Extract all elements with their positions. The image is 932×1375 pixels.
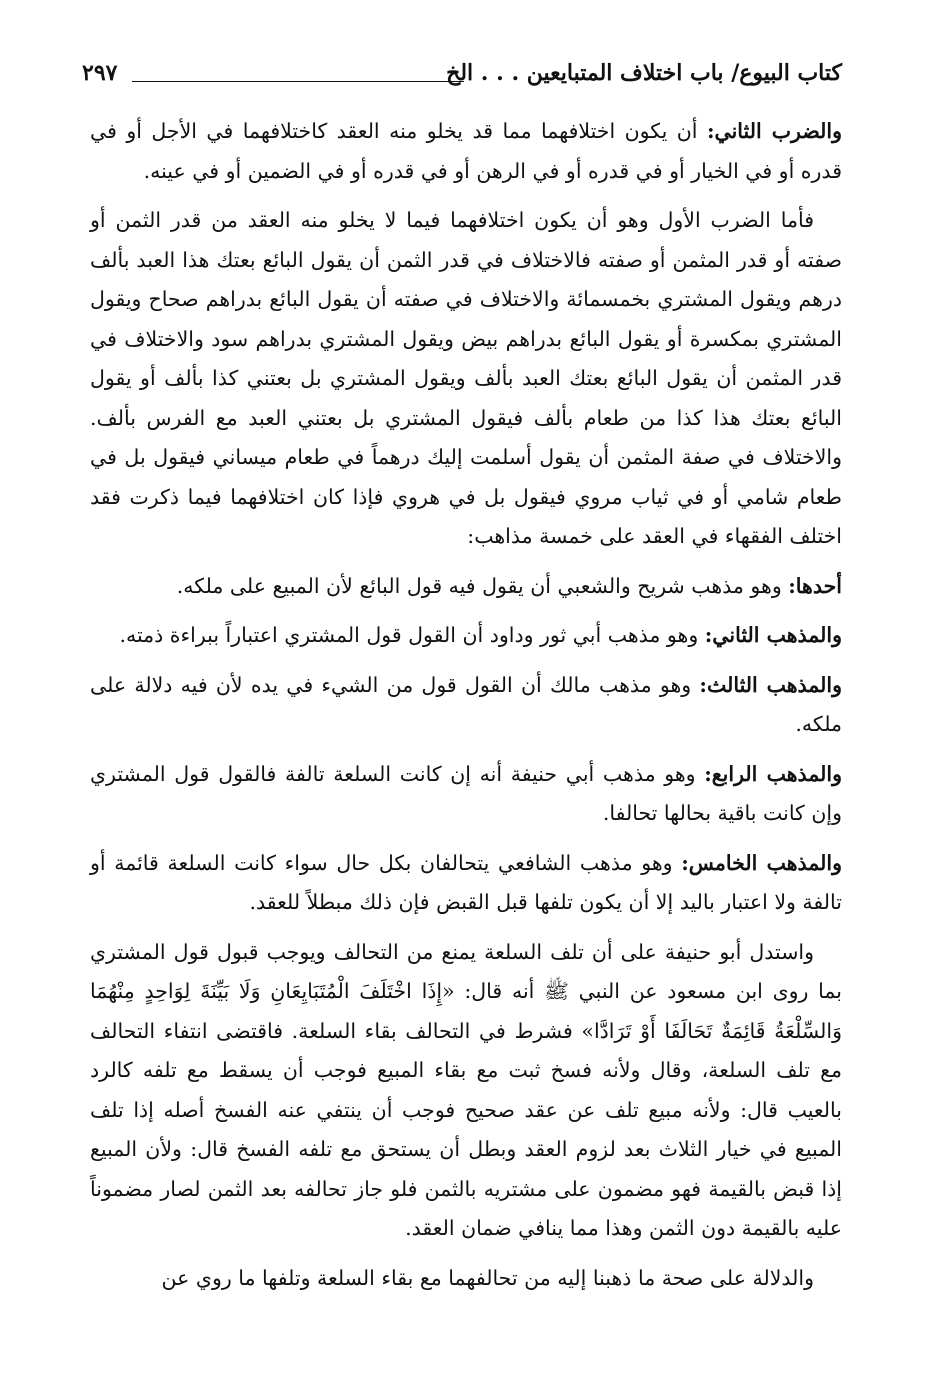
paragraph — [90, 1259, 842, 1299]
paragraph — [90, 933, 842, 1249]
body-text — [90, 112, 842, 1308]
paragraph — [90, 755, 842, 834]
paragraph-body: فأما الضرب الأول وهو أن يكون اختلافهما فيما لا يخلو منه العقد من قدر الثمن أو صفته أو قدر المثمن أو صفته فالاختلاف في قدر الثمن أن يقول البائع بعتك هذا العبد بألف درهم ويقول المشتري بخمسمائة والاختلاف في صفته أن يقول البائع بدراهم صحاح ويقول المشتري بمكسرة أو يقول البائع بدراهم بيض ويقول المشتري بدراهم سود والاختلاف في قدر المثمن أن يقول البائع بعتك العبد بألف ويقول المشتري بل بعتني كذا بألف أو يقول البائع بعتك هذا كذا من طعام بألف فيقول المشتري بل بعتني العبد مع الفرس بألف. والاختلاف في صفة المثمن أن يقول أسلمت إليك درهماً في طعام ميساني فيقول بل في طعام شامي أو في ثياب مروي فيقول بل في هروي فإذا كان اختلافهما فيما ذكرت فقد اختلف الفقهاء في العقد على خمسة مذاهب: — [90, 208, 842, 548]
paragraph — [90, 666, 842, 745]
paragraph-body: وهو مذهب مالك أن القول قول من الشيء في يده لأن فيه دلالة على ملكه. — [90, 672, 842, 736]
paragraph — [90, 112, 842, 191]
paragraph-body: واستدل أبو حنيفة على أن تلف السلعة يمنع من التحالف ويوجب قبول قول المشتري بما روى ابن مسعود عن النبي ﷺ أنه قال: «إِذَا اخْتَلَفَ الْمُتَبَايِعَانِ وَلَا بَيِّنَةَ لِوَاحِدٍ مِنْهُمَا وَالسِّلْعَةُ قَائِمَةٌ تَحَالَفَا أَوْ تَرَادَّا» فشرط في التحالف بقاء السلعة. فاقتضى انتفاء التحالف مع تلف السلعة، وقال ولأنه فسخ ثبت مع بقاء المبيع فوجب أن يسقط مع تلفه كالرد بالعيب قال: ولأنه مبيع تلف عن عقد صحيح فوجب أن ينتفي عنه الفسخ أصله إذا تلف المبيع في خيار الثلاث بعد لزوم العقد وبطل أن يستحق مع تلفه الفسخ قال: ولأن المبيع إذا قبض بالقيمة فهو مضمون على مشتريه بالثمن فلو جاز تحالفه بعد الثمن لصار مضموناً عليه بالقيمة دون الثمن وهذا مما ينافي ضمان العقد. — [90, 939, 842, 1240]
header-rule — [132, 81, 464, 82]
paragraph-lead: والمذهب الخامس: — [681, 850, 843, 875]
paragraph — [90, 844, 842, 923]
paragraph-body: وهو مذهب شريح والشعبي أن يقول فيه قول البائع لأن المبيع على ملكه. — [176, 573, 789, 598]
paragraph-body: أن يكون اختلافهما مما قد يخلو منه العقد كاختلافهما في الأجل أو في قدره أو في الخيار أو في قدره أو في الرهن أو في قدره أو في الضمين أو في عينه. — [90, 119, 842, 183]
paragraph-lead: أحدها: — [788, 573, 842, 598]
paragraph-lead: والضرب الثاني: — [706, 119, 842, 143]
chapter-title: كتاب البيوع/ باب اختلاف المتبايعين . . . الخ — [446, 60, 842, 86]
paragraph-lead: والمذهب الرابع: — [704, 761, 842, 786]
paragraph-lead: والمذهب الثالث: — [699, 672, 842, 697]
paragraph-body: وهو مذهب أبي حنيفة أنه إن كانت السلعة تالفة فالقول قول المشتري وإن كانت باقية بحالها تحالفا. — [90, 761, 842, 825]
paragraph-body: والدلالة على صحة ما ذهبنا إليه من تحالفهما مع بقاء السلعة وتلفها ما روي عن — [161, 1265, 814, 1290]
running-header — [82, 60, 842, 100]
paragraph — [90, 616, 842, 656]
paragraph-body: وهو مذهب أبي ثور وداود أن القول قول المشتري اعتباراً ببراءة ذمته. — [119, 623, 705, 647]
paragraph-body: وهو مذهب الشافعي يتحالفان بكل حال سواء كانت السلعة قائمة أو تالفة ولا اعتبار باليد إلا أن يكون تلفها قبل القبض فإن ذلك مبطلاً للعقد. — [90, 850, 842, 914]
page-number: ٢٩٧ — [82, 60, 118, 86]
paragraph — [90, 567, 842, 607]
paragraph — [90, 201, 842, 557]
paragraph-lead: والمذهب الثاني: — [704, 623, 842, 647]
